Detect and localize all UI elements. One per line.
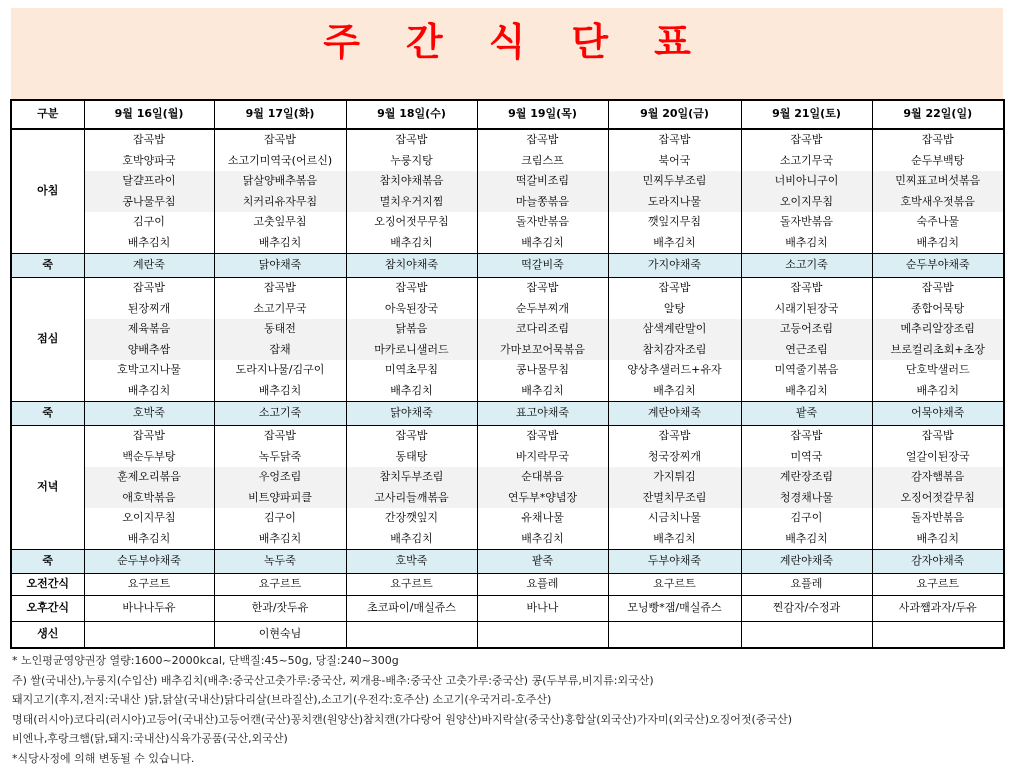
menu-item: 콩나물무침 (478, 360, 608, 381)
breakfast-cell (608, 129, 741, 254)
lunch-row (11, 278, 1004, 402)
menu-item: 배추김치 (347, 233, 477, 254)
menu-item: 동태전 (215, 319, 346, 340)
header-day: 9월 16일(월) (84, 100, 214, 129)
menu-item: 잡곡밥 (873, 426, 1004, 447)
menu-item: 연근조림 (742, 340, 872, 361)
menu-item: 시금치나물 (609, 508, 741, 529)
porridge-cell: 호박죽 (84, 402, 214, 426)
menu-item: 양배추쌈 (85, 340, 214, 361)
menu-item: 종합어묵탕 (873, 299, 1004, 320)
menu-item: 배추김치 (478, 381, 608, 402)
header-day: 9월 19일(목) (477, 100, 608, 129)
porridge-label: 죽 (11, 550, 84, 574)
menu-item: 잡곡밥 (609, 278, 741, 299)
menu-item: 코다리조림 (478, 319, 608, 340)
porridge-cell: 순두부야채죽 (872, 254, 1004, 278)
menu-item: 돌자반볶음 (873, 508, 1004, 529)
breakfast-cell (346, 129, 477, 254)
menu-item: 배추김치 (742, 529, 872, 550)
porridge-cell: 참치야채죽 (346, 254, 477, 278)
menu-item: 도라지나물 (609, 192, 741, 213)
menu-item: 배추김치 (478, 233, 608, 254)
snack-cell: 요구르트 (214, 574, 346, 596)
porridge-cell: 떡갈비죽 (477, 254, 608, 278)
porridge-cell: 계란죽 (84, 254, 214, 278)
menu-item: 잡곡밥 (215, 130, 346, 151)
birthday-cell (346, 622, 477, 649)
snack-cell: 한과/잣두유 (214, 596, 346, 622)
menu-item: 순두부찌개 (478, 299, 608, 320)
menu-item: 배추김치 (85, 381, 214, 402)
menu-item: 닭살양배추볶음 (215, 171, 346, 192)
menu-item: 너비아니구이 (742, 171, 872, 192)
menu-item: 계란장조림 (742, 467, 872, 488)
menu-item: 크림스프 (478, 151, 608, 172)
lunch-label: 점심 (11, 278, 84, 402)
weekly-menu-table (10, 99, 1005, 649)
menu-item: 소고기미역국(어르신) (215, 151, 346, 172)
menu-item: 백순두부탕 (85, 447, 214, 468)
menu-item: 호박고지나물 (85, 360, 214, 381)
header-row (11, 100, 1004, 129)
menu-item: 잡곡밥 (873, 130, 1004, 151)
footnote-line: 비엔나,후랑크햄(닭,돼지:국내산)식육가공품(국산,외국산) (12, 729, 1002, 749)
menu-item: 가지튀김 (609, 467, 741, 488)
lunch-cell (346, 278, 477, 402)
menu-item: 오징어젓무무침 (347, 212, 477, 233)
birthday-cell (477, 622, 608, 649)
menu-item: 잡곡밥 (347, 130, 477, 151)
menu-item: 오이지무침 (742, 192, 872, 213)
header-day: 9월 22일(일) (872, 100, 1004, 129)
menu-item: 북어국 (609, 151, 741, 172)
menu-item: 우엉조림 (215, 467, 346, 488)
header-day: 9월 17일(화) (214, 100, 346, 129)
menu-item: 고등어조림 (742, 319, 872, 340)
porridge-cell: 닭야채죽 (214, 254, 346, 278)
header-category: 구분 (11, 100, 84, 129)
menu-item: 참치감자조림 (609, 340, 741, 361)
breakfast-row (11, 129, 1004, 254)
menu-item: 배추김치 (873, 381, 1004, 402)
dinner-cell (346, 426, 477, 550)
footnote-line: 주) 쌀(국내산),누룽지(수입산) 배추김치(배추:중국산고춧가루:중국산, 찌개용-배추:중국산 고춧가루:중국산) 콩(두부류,비지류:외국산) (12, 671, 1002, 691)
footnote-line: 명태(러시아)코다리(러시아)고등어(국내산)고등어캔(국산)꽁치캔(원양산)참치캔(가다랑어 원양산)바지락살(중국산)홍합살(외국산)가자미(외국산)오징어젓(중국산) (12, 710, 1002, 730)
menu-item: 훈제오리볶음 (85, 467, 214, 488)
menu-item: 호박새우젓볶음 (873, 192, 1004, 213)
menu-item: 녹두닭죽 (215, 447, 346, 468)
menu-item: 배추김치 (478, 529, 608, 550)
menu-item: 배추김치 (742, 381, 872, 402)
menu-item: 제육볶음 (85, 319, 214, 340)
dinner-cell (741, 426, 872, 550)
breakfast-cell (84, 129, 214, 254)
menu-item: 잡채 (215, 340, 346, 361)
menu-item: 배추김치 (347, 381, 477, 402)
menu-item: 비트양파피클 (215, 488, 346, 509)
menu-item: 잡곡밥 (347, 278, 477, 299)
porridge-cell: 가지야채죽 (608, 254, 741, 278)
birthday-cell (84, 622, 214, 649)
breakfast-cell (872, 129, 1004, 254)
snack-cell: 요구르트 (872, 574, 1004, 596)
snack-cell: 찐감자/수정과 (741, 596, 872, 622)
snack-cell: 요플레 (741, 574, 872, 596)
porridge-cell: 소고기죽 (741, 254, 872, 278)
title-char: 식 (489, 18, 526, 66)
menu-item: 잡곡밥 (85, 130, 214, 151)
menu-item: 잡곡밥 (609, 426, 741, 447)
porridge-cell: 두부야채죽 (608, 550, 741, 574)
menu-item: 배추김치 (609, 529, 741, 550)
menu-item: 배추김치 (85, 233, 214, 254)
menu-item: 바지락무국 (478, 447, 608, 468)
porridge-row (11, 550, 1004, 574)
footnote-line: 돼지고기(후지,전지:국내산 )닭,닭살(국내산)닭다리살(브라질산),소고기(우전각:호주산) 소고기(우국거리-호주산) (12, 690, 1002, 710)
menu-item: 연두부*양념장 (478, 488, 608, 509)
menu-item: 오이지무침 (85, 508, 214, 529)
porridge-cell: 표고야채죽 (477, 402, 608, 426)
lunch-cell (741, 278, 872, 402)
menu-item: 브로컬리초회+초장 (873, 340, 1004, 361)
title-char: 단 (571, 18, 608, 66)
title-char: 표 (654, 18, 691, 66)
menu-item: 잡곡밥 (742, 130, 872, 151)
header-day: 9월 20일(금) (608, 100, 741, 129)
porridge-label: 죽 (11, 254, 84, 278)
menu-item: 잡곡밥 (873, 278, 1004, 299)
menu-item: 달걀프라이 (85, 171, 214, 192)
birthday-row (11, 622, 1004, 649)
lunch-cell (872, 278, 1004, 402)
menu-item: 돌자반볶음 (478, 212, 608, 233)
menu-item: 순두부백탕 (873, 151, 1004, 172)
birthday-cell (872, 622, 1004, 649)
menu-item: 배추김치 (215, 529, 346, 550)
menu-item: 마늘쫑볶음 (478, 192, 608, 213)
menu-item: 애호박볶음 (85, 488, 214, 509)
porridge-cell: 순두부야채죽 (84, 550, 214, 574)
menu-item: 잡곡밥 (478, 426, 608, 447)
menu-item: 오징어젓갈무침 (873, 488, 1004, 509)
menu-item: 호박양파국 (85, 151, 214, 172)
menu-item: 단호박샐러드 (873, 360, 1004, 381)
menu-item: 잡곡밥 (742, 278, 872, 299)
snack-cell: 초코파이/매실쥬스 (346, 596, 477, 622)
menu-item: 김구이 (215, 508, 346, 529)
menu-item: 미역초무침 (347, 360, 477, 381)
menu-item: 잔멸치무조림 (609, 488, 741, 509)
title-banner (11, 8, 1003, 99)
menu-item: 청국장찌개 (609, 447, 741, 468)
footnote-line: * 노인평균영양권장 열량:1600~2000kcal, 단백질:45~50g, 당질:240~300g (12, 651, 1002, 671)
menu-item: 고춧잎무침 (215, 212, 346, 233)
dinner-cell (84, 426, 214, 550)
menu-item: 잡곡밥 (215, 278, 346, 299)
menu-item: 김구이 (742, 508, 872, 529)
menu-item: 배추김치 (609, 381, 741, 402)
snack-cell: 바나나 (477, 596, 608, 622)
menu-item: 돌자반볶음 (742, 212, 872, 233)
menu-item: 멸치우거지찜 (347, 192, 477, 213)
menu-item: 배추김치 (85, 529, 214, 550)
title-char: 간 (406, 18, 443, 66)
lunch-cell (84, 278, 214, 402)
birthday-cell (741, 622, 872, 649)
breakfast-label: 아침 (11, 129, 84, 254)
porridge-cell: 팥죽 (477, 550, 608, 574)
lunch-cell (608, 278, 741, 402)
menu-item: 양상추샐러드+유자 (609, 360, 741, 381)
porridge-cell: 호박죽 (346, 550, 477, 574)
porridge-cell: 계란야채죽 (608, 402, 741, 426)
menu-item: 배추김치 (347, 529, 477, 550)
snack-cell: 요구르트 (346, 574, 477, 596)
menu-item: 잡곡밥 (85, 426, 214, 447)
porridge-cell: 닭야채죽 (346, 402, 477, 426)
page-title (11, 18, 1003, 66)
lunch-cell (477, 278, 608, 402)
menu-item: 떡갈비조림 (478, 171, 608, 192)
menu-item: 잡곡밥 (609, 130, 741, 151)
menu-item: 소고기무국 (215, 299, 346, 320)
menu-item: 얼갈이된장국 (873, 447, 1004, 468)
afternoon-snack-row (11, 596, 1004, 622)
menu-item: 숙주나물 (873, 212, 1004, 233)
breakfast-cell (214, 129, 346, 254)
menu-item: 미역국 (742, 447, 872, 468)
porridge-cell: 녹두죽 (214, 550, 346, 574)
snack-cell: 요구르트 (608, 574, 741, 596)
breakfast-cell (741, 129, 872, 254)
porridge-cell: 계란야채죽 (741, 550, 872, 574)
birthday-cell (608, 622, 741, 649)
menu-item: 소고기무국 (742, 151, 872, 172)
snack-cell: 요플레 (477, 574, 608, 596)
dinner-cell (608, 426, 741, 550)
menu-item: 간장깻잎지 (347, 508, 477, 529)
menu-item: 배추김치 (609, 233, 741, 254)
birthday-label: 생신 (11, 622, 84, 649)
menu-item: 민찌표고버섯볶음 (873, 171, 1004, 192)
snack-cell: 사과쨈과자/두유 (872, 596, 1004, 622)
menu-item: 된장찌개 (85, 299, 214, 320)
footnote-line: *식당사정에 의해 변동될 수 있습니다. (12, 749, 1002, 768)
header-day: 9월 18일(수) (346, 100, 477, 129)
porridge-cell: 감자야채죽 (872, 550, 1004, 574)
menu-item: 고사리들깨볶음 (347, 488, 477, 509)
menu-item: 유채나물 (478, 508, 608, 529)
porridge-row (11, 254, 1004, 278)
menu-item: 청경채나물 (742, 488, 872, 509)
porridge-cell: 팥죽 (741, 402, 872, 426)
menu-item: 배추김치 (873, 233, 1004, 254)
menu-item: 참치야채볶음 (347, 171, 477, 192)
dinner-label: 저녁 (11, 426, 84, 550)
menu-item: 잡곡밥 (85, 278, 214, 299)
morning-snack-label: 오전간식 (11, 574, 84, 596)
birthday-cell: 이현숙님 (214, 622, 346, 649)
breakfast-cell (477, 129, 608, 254)
porridge-cell: 소고기죽 (214, 402, 346, 426)
porridge-cell: 어묵야채죽 (872, 402, 1004, 426)
menu-item: 마카로니샐러드 (347, 340, 477, 361)
menu-item: 잡곡밥 (478, 278, 608, 299)
menu-item: 콩나물무침 (85, 192, 214, 213)
snack-cell: 요구르트 (84, 574, 214, 596)
menu-item: 김구이 (85, 212, 214, 233)
menu-item: 치커리유자무침 (215, 192, 346, 213)
header-day: 9월 21일(토) (741, 100, 872, 129)
dinner-row (11, 426, 1004, 550)
menu-item: 배추김치 (742, 233, 872, 254)
snack-cell: 바나나두유 (84, 596, 214, 622)
afternoon-snack-label: 오후간식 (11, 596, 84, 622)
dinner-cell (872, 426, 1004, 550)
menu-item: 민찌두부조림 (609, 171, 741, 192)
menu-item: 삼색계란말이 (609, 319, 741, 340)
menu-item: 닭볶음 (347, 319, 477, 340)
porridge-row (11, 402, 1004, 426)
footnotes (12, 651, 1002, 768)
menu-item: 누룽지탕 (347, 151, 477, 172)
dinner-cell (214, 426, 346, 550)
menu-item: 참치두부조림 (347, 467, 477, 488)
menu-item: 아욱된장국 (347, 299, 477, 320)
morning-snack-row (11, 574, 1004, 596)
menu-item: 깻잎지무침 (609, 212, 741, 233)
menu-item: 미역줄기볶음 (742, 360, 872, 381)
menu-item: 메추리알장조림 (873, 319, 1004, 340)
menu-item: 감자햄볶음 (873, 467, 1004, 488)
menu-item: 잡곡밥 (215, 426, 346, 447)
snack-cell: 모닝빵*잼/매실쥬스 (608, 596, 741, 622)
menu-item: 잡곡밥 (478, 130, 608, 151)
menu-item: 시래기된장국 (742, 299, 872, 320)
menu-item: 동태탕 (347, 447, 477, 468)
menu-item: 알탕 (609, 299, 741, 320)
menu-item: 배추김치 (215, 233, 346, 254)
menu-item: 배추김치 (215, 381, 346, 402)
dinner-cell (477, 426, 608, 550)
menu-item: 순대볶음 (478, 467, 608, 488)
menu-item: 잡곡밥 (742, 426, 872, 447)
menu-item: 잡곡밥 (347, 426, 477, 447)
porridge-label: 죽 (11, 402, 84, 426)
title-char: 주 (323, 18, 360, 66)
lunch-cell (214, 278, 346, 402)
menu-item: 가마보꼬어묵볶음 (478, 340, 608, 361)
menu-item: 배추김치 (873, 529, 1004, 550)
menu-item: 도라지나물/김구이 (215, 360, 346, 381)
